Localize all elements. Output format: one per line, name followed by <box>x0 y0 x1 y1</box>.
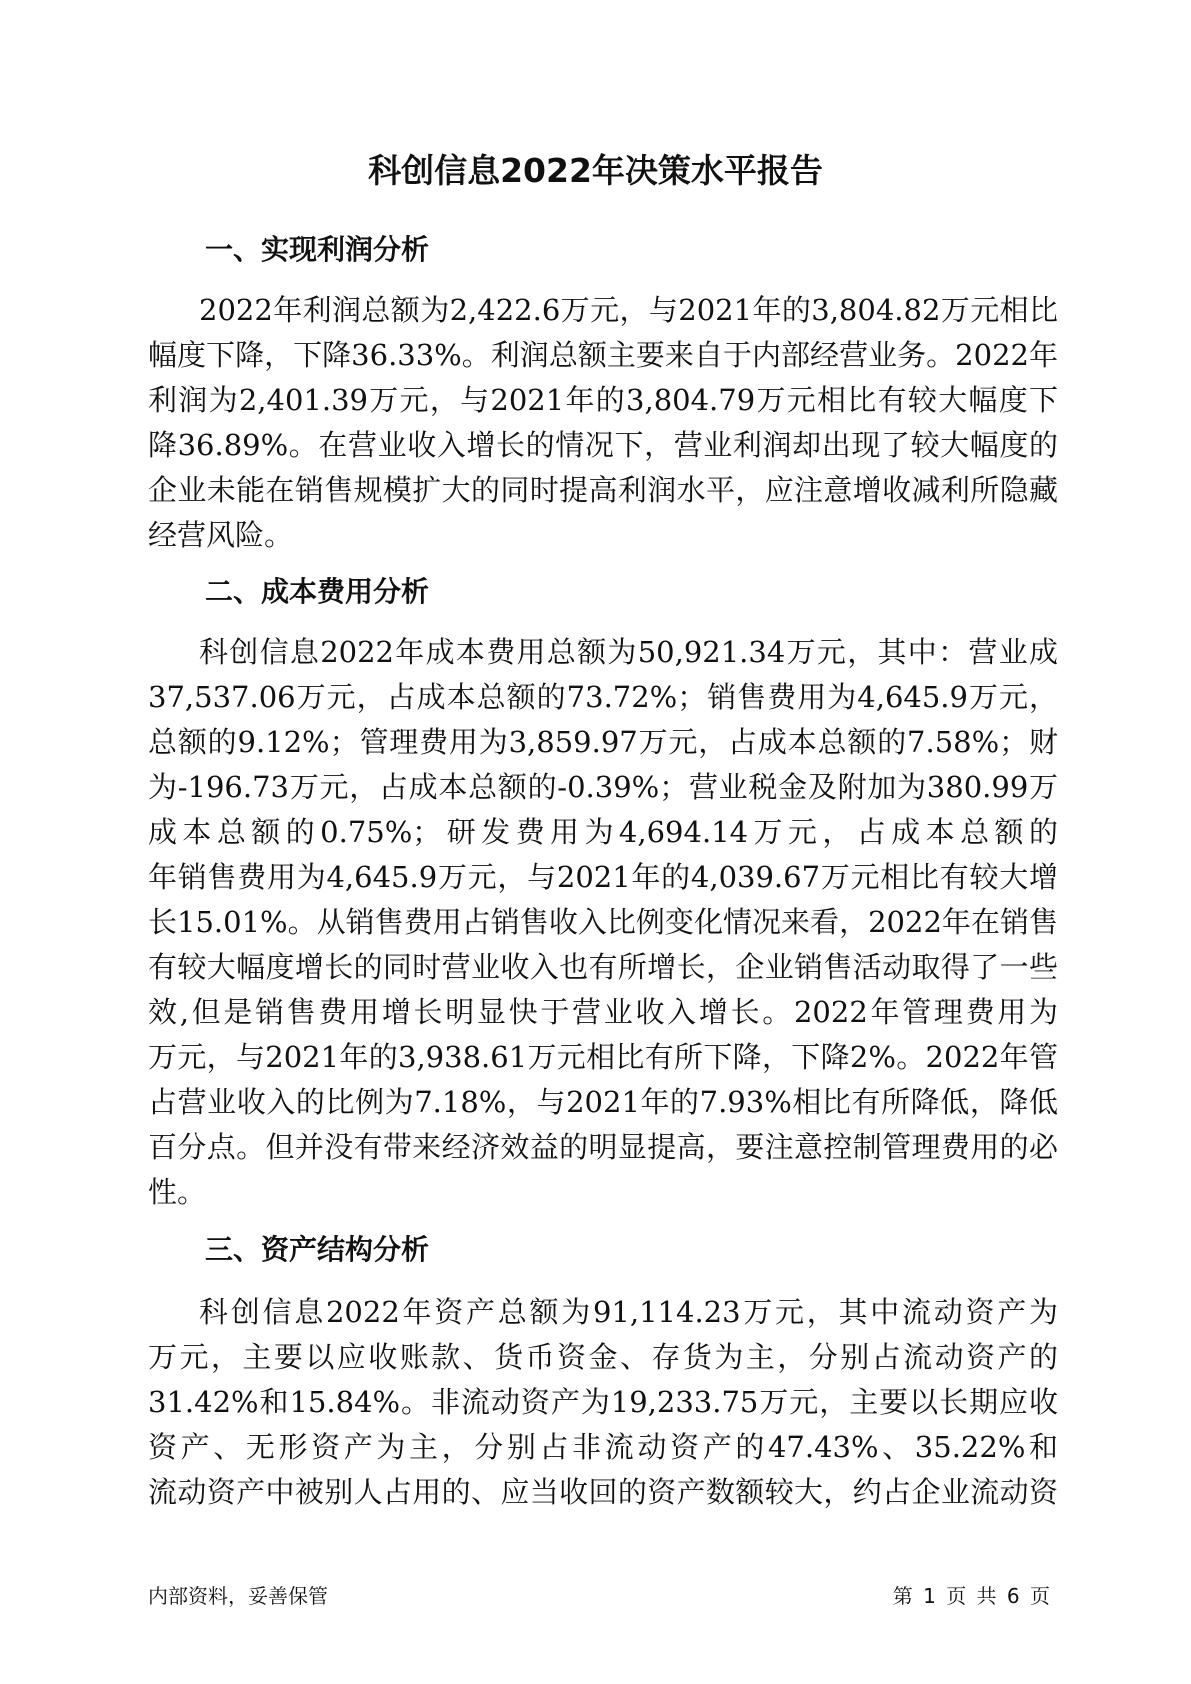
paragraph-line: 万元，与2021年的3,938.61万元相比有所下降，下降2%。2022年管 <box>148 1040 1058 1074</box>
page-title: 科创信息2022年决策水平报告 <box>368 151 823 190</box>
paragraph-line: 企业未能在销售规模扩大的同时提高利润水平，应注意增收减利所隐藏 <box>148 473 1058 507</box>
paragraph-line: 科创信息2022年成本费用总额为50,921.34万元，其中：营业成 <box>199 635 1058 669</box>
paragraph-line: 万元，主要以应收账款、货币资金、存货为主，分别占流动资产的 <box>148 1340 1058 1374</box>
paragraph-line: 科创信息2022年资产总额为91,114.23万元，其中流动资产为 <box>199 1295 1058 1329</box>
paragraph-line: 降36.89%。在营业收入增长的情况下，营业利润却出现了较大幅度的 <box>148 428 1058 462</box>
paragraph-line: 总额的9.12%；管理费用为3,859.97万元，占成本总额的7.58%；财 <box>148 725 1058 759</box>
paragraph-line: 2022年利润总额为2,422.6万元，与2021年的3,804.82万元相比 <box>199 293 1058 327</box>
paragraph-line: 31.42%和15.84%。非流动资产为19,233.75万元，主要以长期应收 <box>148 1385 1058 1419</box>
paragraph-line: 占营业收入的比例为7.18%，与2021年的7.93%相比有所降低，降低 <box>148 1085 1058 1119</box>
paragraph-line: 成本总额的0.75%；研发费用为4,694.14万元，占成本总额的 <box>148 815 1058 849</box>
paragraph-assets <box>148 1290 1058 1515</box>
paragraph-cost <box>148 630 1058 1215</box>
paragraph-line: 利润为2,401.39万元，与2021年的3,804.79万元相比有较大幅度下 <box>148 383 1058 417</box>
paragraph-line: 资产、无形资产为主，分别占非流动资产的47.43%、35.22%和 <box>148 1430 1058 1464</box>
paragraph-line: 37,537.06万元，占成本总额的73.72%；销售费用为4,645.9万元， <box>148 680 1058 714</box>
section-heading-assets: 三、资产结构分析 <box>205 1233 430 1266</box>
paragraph-line: 幅度下降，下降36.33%。利润总额主要来自于内部经营业务。2022年 <box>148 338 1058 372</box>
paragraph-line: 有较大幅度增长的同时营业收入也有所增长，企业销售活动取得了一些 <box>148 950 1058 984</box>
paragraph-line: 百分点。但并没有带来经济效益的明显提高，要注意控制管理费用的必 <box>148 1130 1058 1164</box>
paragraph-line: 性。 <box>148 1175 207 1209</box>
section-heading-profit: 一、实现利润分析 <box>205 233 430 266</box>
paragraph-line: 长15.01%。从销售费用占销售收入比例变化情况来看，2022年在销售 <box>148 905 1058 939</box>
paragraph-profit <box>148 288 1058 558</box>
paragraph-line: 为-196.73万元，占成本总额的-0.39%；营业税金及附加为380.99万 <box>148 770 1058 804</box>
paragraph-line: 经营风险。 <box>148 518 294 552</box>
footer-page-number: 第 1 页 共 6 页 <box>892 1584 1050 1608</box>
footer-confidential-note: 内部资料，妥善保管 <box>148 1584 328 1608</box>
section-heading-cost: 二、成本费用分析 <box>205 575 430 608</box>
paragraph-line: 流动资产中被别人占用的、应当收回的资产数额较大，约占企业流动资 <box>148 1475 1058 1509</box>
paragraph-line: 效,但是销售费用增长明显快于营业收入增长。2022年管理费用为 <box>148 995 1058 1029</box>
paragraph-line: 年销售费用为4,645.9万元，与2021年的4,039.67万元相比有较大增 <box>148 860 1058 894</box>
